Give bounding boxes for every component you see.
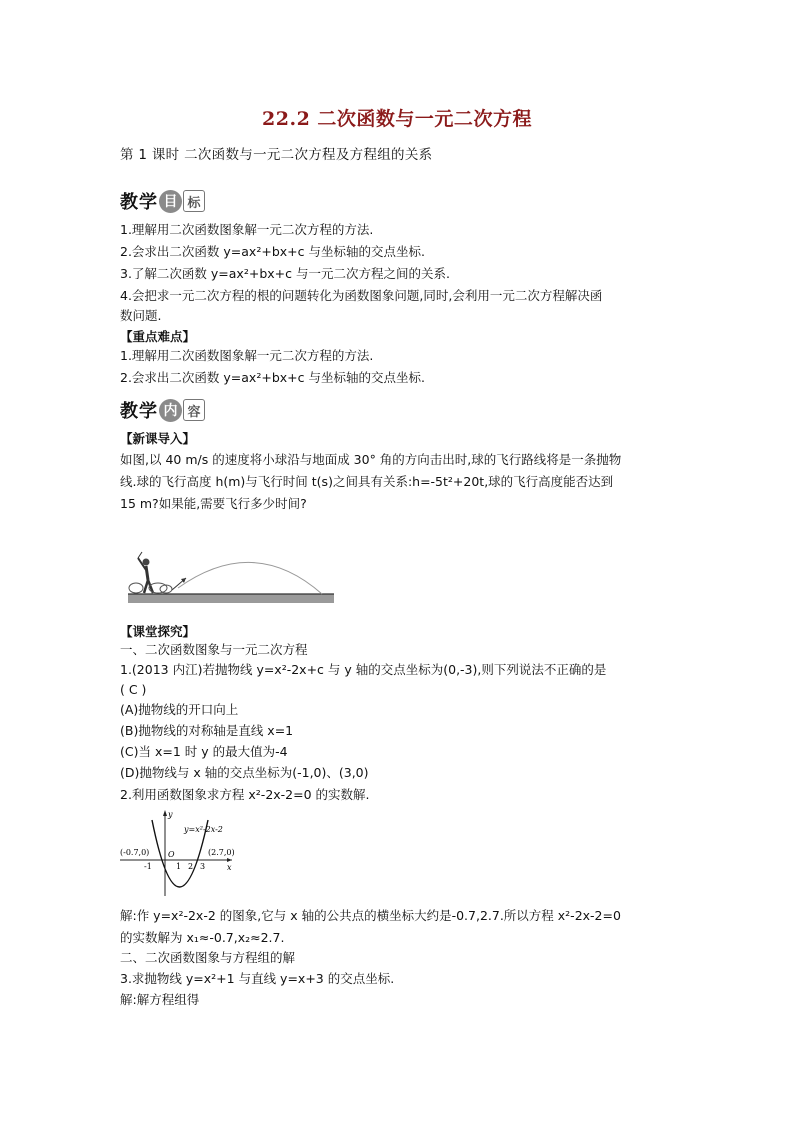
intro-line: 线.球的飞行高度 h(m)与飞行时间 t(s)之间具有关系:h=-5t²+20t,球的飞行高度能否达到 — [120, 474, 614, 489]
golfer-figure — [138, 552, 153, 593]
goal-line: 数问题. — [120, 308, 162, 323]
trajectory-arc — [178, 562, 322, 594]
y-axis-arrow — [163, 810, 167, 816]
page-title: 22.2 二次函数与一元二次方程 — [262, 108, 532, 130]
question-1: 1.(2013 内江)若抛物线 y=x²-2x+c 与 y 轴的交点坐标为(0,-3),则下列说法不正确的是 — [120, 662, 607, 677]
question-3: 3.求抛物线 y=x²+1 与直线 y=x+3 的交点坐标. — [120, 971, 395, 986]
part2-title: 二、二次函数图象与方程组的解 — [120, 950, 296, 965]
tick-label: 1 — [176, 862, 182, 871]
goal-line: 2.会求出二次函数 y=ax²+bx+c 与坐标轴的交点坐标. — [120, 244, 425, 259]
option-d: (D)抛物线与 x 轴的交点坐标为(-1,0)、(3,0) — [120, 765, 369, 780]
option-c: (C)当 x=1 时 y 的最大值为-4 — [120, 744, 288, 759]
goal-line: 3.了解二次函数 y=ax²+bx+c 与一元二次方程之间的关系. — [120, 266, 450, 281]
solution-2-line: 解:作 y=x²-2x-2 的图象,它与 x 轴的公共点的横坐标大约是-0.7,2.7.所以方程 x²-2x-2=0 — [120, 908, 621, 923]
key-points-header: 【重点难点】 — [120, 329, 196, 344]
section-badge-content — [120, 397, 205, 423]
option-b: (B)抛物线的对称轴是直线 x=1 — [120, 723, 294, 738]
tick-label: 3 — [200, 862, 206, 871]
golf-ball-trajectory-illustration — [126, 548, 338, 608]
intro-header: 【新课导入】 — [120, 431, 196, 446]
part1-title: 一、二次函数图象与一元二次方程 — [120, 642, 308, 657]
right-intercept-label: (2.7,0) — [208, 848, 235, 857]
ground-strip — [128, 594, 334, 603]
badge-prefix: 教学 — [120, 192, 158, 213]
section-badge-goals — [120, 188, 205, 214]
explore-header: 【课堂探究】 — [120, 624, 196, 639]
badge-circle-char: 内 — [159, 399, 182, 422]
goal-line: 1.理解用二次函数图象解一元二次方程的方法. — [120, 222, 374, 237]
solution-2-line: 的实数解为 x₁≈-0.7,x₂≈2.7. — [120, 930, 285, 945]
intro-line: 如图,以 40 m/s 的速度将小球沿与地面成 30° 角的方向击出时,球的飞行路线将是一条抛物 — [120, 452, 622, 467]
question-3-solution: 解:解方程组得 — [120, 992, 200, 1007]
x-axis-arrow — [227, 858, 232, 862]
tick-label: 2 — [188, 862, 194, 871]
y-axis-label: y — [168, 810, 173, 819]
badge-square-char: 标 — [183, 190, 205, 212]
option-a: (A)抛物线的开口向上 — [120, 702, 239, 717]
lesson-subtitle: 第 1 课时 二次函数与一元二次方程及方程组的关系 — [120, 147, 433, 163]
badge-prefix: 教学 — [120, 401, 158, 422]
badge-circle-char: 目 — [159, 190, 182, 213]
left-intercept-label: (-0.7,0) — [120, 848, 150, 857]
intro-line: 15 m?如果能,需要飞行多少时间? — [120, 496, 307, 511]
tick-label: -1 — [144, 862, 152, 871]
parabola-graph — [118, 808, 238, 898]
key-point-line: 2.会求出二次函数 y=ax²+bx+c 与坐标轴的交点坐标. — [120, 370, 425, 385]
badge-square-char: 容 — [183, 399, 205, 421]
origin-label: O — [168, 850, 175, 859]
key-point-line: 1.理解用二次函数图象解一元二次方程的方法. — [120, 348, 374, 363]
goal-line: 4.会把求一元二次方程的根的问题转化为函数图象问题,同时,会利用一元二次方程解决函 — [120, 288, 603, 303]
question-1-answer: ( C ) — [120, 682, 147, 697]
curve-label: y=x²-2x-2 — [184, 825, 223, 834]
question-2: 2.利用函数图象求方程 x²-2x-2=0 的实数解. — [120, 787, 370, 802]
x-axis-label: x — [227, 863, 232, 872]
